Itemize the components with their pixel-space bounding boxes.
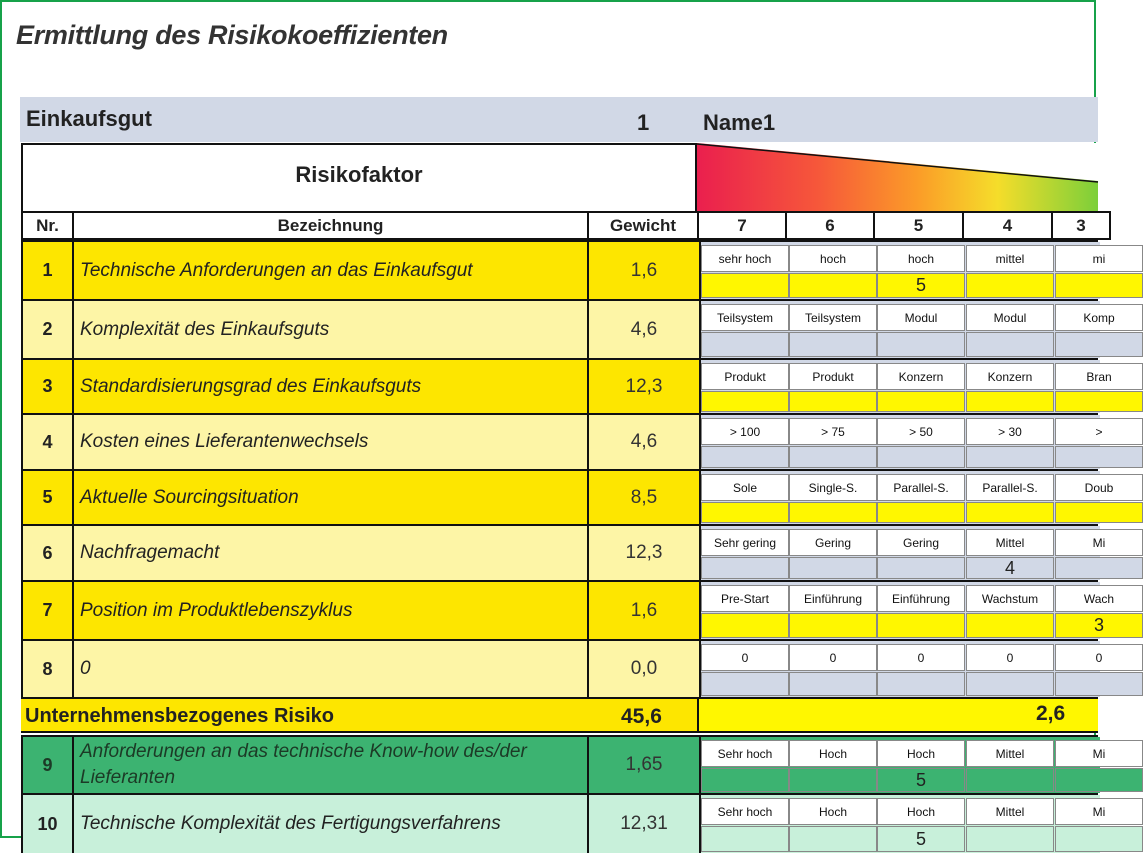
header-band (20, 97, 1098, 142)
scale-label: Konzern (877, 363, 965, 390)
scale-label: > 100 (701, 418, 789, 445)
scale-label: Mi (1055, 740, 1143, 767)
row-bezeichnung: Kosten eines Lieferantenwechsels (74, 415, 589, 469)
scale-mark (789, 332, 877, 357)
einkaufsgut-name: Name1 (703, 110, 776, 135)
scale-mark (877, 557, 965, 579)
scale-mark (1055, 557, 1143, 579)
scale-label: 0 (701, 644, 789, 671)
scale-mark (701, 672, 789, 696)
scale-mark (701, 446, 789, 468)
scale-mark (877, 672, 965, 696)
risk-gradient-wedge (697, 143, 1098, 211)
row-number: 10 (23, 795, 74, 853)
scale-label: Sehr hoch (701, 798, 789, 825)
scale-label: Modul (877, 304, 965, 331)
table-row (21, 413, 1103, 469)
scale-label: Parallel-S. (966, 474, 1054, 501)
scale-cells (699, 582, 1115, 639)
scale-label: Teilsystem (789, 304, 877, 331)
scale-cells (699, 471, 1114, 524)
page-title: Ermittlung des Risikokoeffizienten (16, 20, 448, 50)
row-number: 9 (23, 737, 74, 793)
col-header-scale-4: 4 (962, 211, 1053, 240)
scale-label: Gering (789, 529, 877, 556)
scale-label: Hoch (789, 798, 877, 825)
risikofaktor-label: Risikofaktor (295, 162, 423, 187)
row-gewicht: 12,3 (625, 542, 663, 563)
table-row (21, 524, 1106, 580)
scale-mark (1055, 273, 1143, 298)
scale-mark (701, 613, 789, 638)
scale-mark (701, 768, 789, 792)
row-number: 8 (23, 641, 74, 697)
scale-label: > 75 (789, 418, 877, 445)
scale-mark (701, 502, 789, 523)
scale-label: 0 (1055, 644, 1143, 671)
row-gewicht: 4,6 (630, 431, 658, 452)
col-header-gewicht: Gewicht (587, 211, 699, 240)
scale-label: Pre-Start (701, 585, 789, 612)
table-row (21, 358, 1112, 413)
scale-label: hoch (877, 245, 965, 272)
row-number: 1 (23, 242, 74, 299)
table-row (21, 469, 1114, 524)
scale-label: Konzern (966, 363, 1054, 390)
scale-mark (1055, 826, 1143, 852)
row-gewicht: 12,3 (625, 375, 663, 397)
scale-mark (877, 502, 965, 523)
scale-label: Mi (1055, 529, 1143, 556)
scale-mark (877, 446, 965, 468)
scale-mark (789, 502, 877, 523)
scale-label: Produkt (789, 363, 877, 390)
row-bezeichnung: Technische Anforderungen an das Einkaufsgut (74, 242, 589, 299)
summary-label: Unternehmensbezogenes Risiko (25, 705, 334, 727)
table-row (21, 735, 1106, 793)
scale-label: mittel (966, 245, 1054, 272)
scale-mark (1055, 672, 1143, 696)
scale-cells (699, 301, 1115, 358)
scale-cells (699, 795, 1106, 853)
row-number: 2 (23, 301, 74, 358)
row-number: 7 (23, 582, 74, 639)
scale-mark (1055, 768, 1143, 792)
scale-label: Modul (966, 304, 1054, 331)
scale-label: > 30 (966, 418, 1054, 445)
summary-row (21, 697, 1098, 733)
col-header-nr: Nr. (21, 211, 74, 240)
scale-label: > 50 (877, 418, 965, 445)
scale-cells (699, 526, 1106, 580)
table-row (21, 580, 1115, 639)
scale-label: 0 (966, 644, 1054, 671)
row-bezeichnung: Aktuelle Sourcingsituation (74, 471, 589, 524)
scale-mark (1055, 332, 1143, 357)
scale-mark (966, 826, 1054, 852)
scale-label: > (1055, 418, 1143, 445)
row-number: 4 (23, 415, 74, 469)
scale-label: Parallel-S. (877, 474, 965, 501)
scale-label: Sehr gering (701, 529, 789, 556)
row-gewicht: 4,6 (630, 318, 658, 340)
scale-cells (699, 415, 1103, 469)
table-row (21, 240, 1106, 299)
scale-mark (789, 672, 877, 696)
scale-label: 0 (789, 644, 877, 671)
scale-mark (877, 391, 965, 412)
scale-label: Mittel (966, 740, 1054, 767)
col-header-bezeichnung: Bezeichnung (72, 211, 589, 240)
row-bezeichnung: Standardisierungsgrad des Einkaufsguts (74, 360, 589, 413)
row-gewicht: 1,6 (630, 259, 658, 281)
scale-label: Single-S. (789, 474, 877, 501)
scale-mark: 5 (877, 826, 965, 852)
scale-mark (789, 273, 877, 298)
scale-label: Gering (877, 529, 965, 556)
scale-mark: 5 (877, 768, 965, 792)
scale-mark (701, 557, 789, 579)
row-bezeichnung: Anforderungen an das technische Know-how des/der Lieferanten (74, 737, 589, 793)
scale-mark (966, 613, 1054, 638)
col-header-scale-1: 7 (697, 211, 787, 240)
row-bezeichnung: 0 (74, 641, 589, 697)
row-gewicht: 1,6 (630, 599, 658, 621)
scale-label: Hoch (877, 740, 965, 767)
scale-mark (877, 332, 965, 357)
row-gewicht: 0,0 (630, 658, 658, 679)
scale-label: Produkt (701, 363, 789, 390)
scale-label: Einführung (877, 585, 965, 612)
row-gewicht: 12,31 (620, 813, 668, 834)
table-row (21, 299, 1115, 358)
scale-label: Bran (1055, 363, 1143, 390)
row-gewicht: 1,65 (625, 754, 663, 775)
row-gewicht: 8,5 (630, 486, 658, 508)
scale-mark (877, 613, 965, 638)
scale-label: mi (1055, 245, 1143, 272)
row-bezeichnung: Komplexität des Einkaufsguts (74, 301, 589, 358)
scale-mark (789, 613, 877, 638)
scale-label: 0 (877, 644, 965, 671)
summary-value: 45,6 (621, 705, 662, 728)
scale-mark (966, 391, 1054, 412)
scale-mark (966, 332, 1054, 357)
scale-mark (966, 502, 1054, 523)
scale-label: Sehr hoch (701, 740, 789, 767)
scale-label: Teilsystem (701, 304, 789, 331)
table-row (21, 793, 1106, 853)
scale-mark (701, 391, 789, 412)
scale-mark (789, 391, 877, 412)
col-header-scale-5: 3 (1051, 211, 1111, 240)
row-bezeichnung: Position im Produktlebenszyklus (74, 582, 589, 639)
scale-label: Mittel (966, 529, 1054, 556)
einkaufsgut-number: 1 (637, 110, 650, 135)
scale-mark (701, 826, 789, 852)
scale-label: Hoch (789, 740, 877, 767)
scale-mark (1055, 502, 1143, 523)
risk-coefficient: 2,6 (1036, 702, 1066, 725)
row-number: 6 (23, 526, 74, 580)
scale-label: Komp (1055, 304, 1143, 331)
row-number: 5 (23, 471, 74, 524)
scale-mark (701, 273, 789, 298)
scale-mark: 3 (1055, 613, 1143, 638)
scale-mark: 4 (966, 557, 1054, 579)
col-header-scale-2: 6 (785, 211, 875, 240)
row-bezeichnung: Nachfragemacht (74, 526, 589, 580)
scale-mark (789, 826, 877, 852)
scale-label: sehr hoch (701, 245, 789, 272)
scale-label: Einführung (789, 585, 877, 612)
scale-label: Mittel (966, 798, 1054, 825)
scale-cells (699, 641, 1103, 697)
scale-label: Doub (1055, 474, 1143, 501)
scale-label: Mi (1055, 798, 1143, 825)
row-number: 3 (23, 360, 74, 413)
row-bezeichnung: Technische Komplexität des Fertigungsverfahrens (74, 795, 589, 853)
scale-mark (789, 557, 877, 579)
scale-mark (1055, 446, 1143, 468)
scale-label: hoch (789, 245, 877, 272)
scale-label: Hoch (877, 798, 965, 825)
scale-mark (1055, 391, 1143, 412)
table-row (21, 639, 1103, 697)
col-header-scale-3: 5 (873, 211, 964, 240)
scale-mark: 5 (877, 273, 965, 298)
scale-mark (789, 446, 877, 468)
scale-cells (699, 360, 1112, 413)
scale-mark (966, 768, 1054, 792)
einkaufsgut-label: Einkaufsgut (26, 106, 152, 131)
scale-cells (699, 737, 1106, 793)
scale-cells (699, 242, 1106, 299)
scale-mark (966, 273, 1054, 298)
scale-mark (701, 332, 789, 357)
scale-mark (966, 446, 1054, 468)
scale-label: Wachstum (966, 585, 1054, 612)
scale-mark (789, 768, 877, 792)
scale-mark (966, 672, 1054, 696)
scale-label: Wach (1055, 585, 1143, 612)
scale-label: Sole (701, 474, 789, 501)
